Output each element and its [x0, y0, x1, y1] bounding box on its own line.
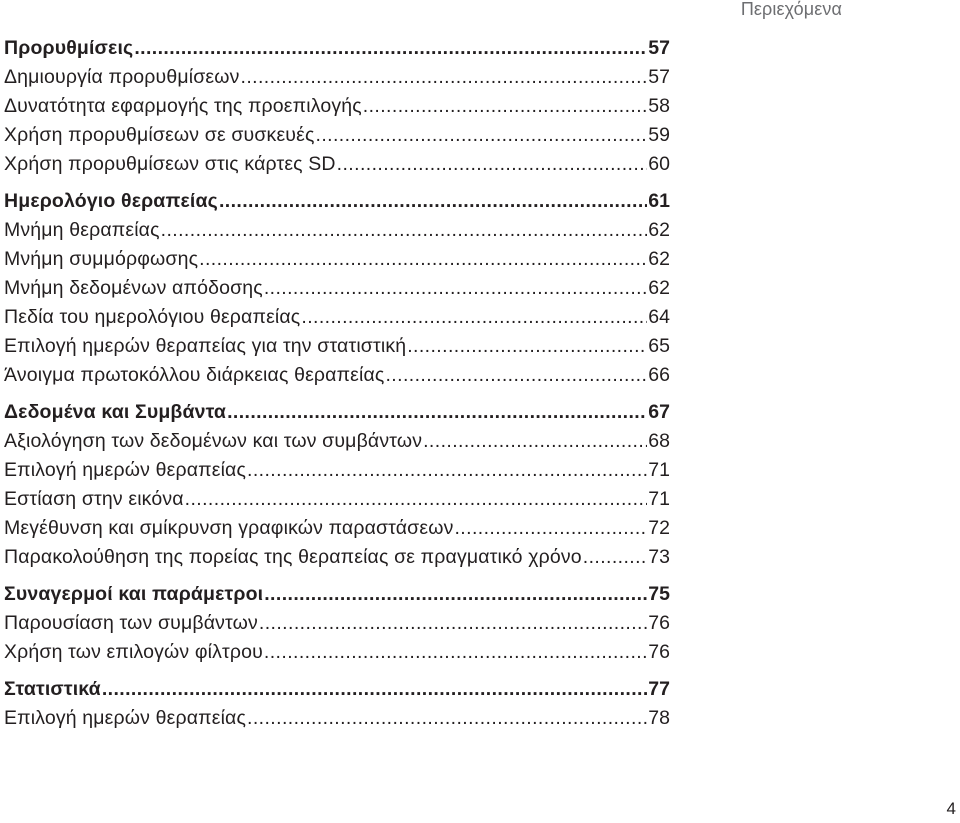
toc-section: [4, 398, 670, 572]
toc-entry[interactable]: [4, 361, 670, 390]
toc-entry-page: 57: [648, 37, 670, 59]
dot-leader: [241, 63, 648, 92]
toc-entry-page: 65: [648, 335, 670, 357]
dot-leader: [199, 245, 647, 274]
toc-entry[interactable]: [4, 427, 670, 456]
toc-entry-label: Παρουσίαση των συμβάντων: [4, 612, 258, 634]
toc-chapter-heading[interactable]: [4, 398, 670, 427]
toc-entry-label: Χρήση προρυθμίσεων στις κάρτες SD: [4, 153, 336, 175]
dot-leader: [385, 361, 647, 390]
toc-entry-label: Στατιστικά: [4, 678, 101, 700]
toc-entry[interactable]: [4, 514, 670, 543]
toc-entry[interactable]: [4, 704, 670, 733]
running-header: Περιεχόμενα: [740, 0, 842, 19]
toc-entry-page: 76: [648, 641, 670, 663]
toc-chapter-heading[interactable]: [4, 580, 670, 609]
toc-entry-page: 77: [648, 678, 670, 700]
toc-entry-page: 67: [648, 401, 670, 423]
toc-entry[interactable]: [4, 121, 670, 150]
dot-leader: [247, 456, 647, 485]
dot-leader: [227, 398, 647, 427]
dot-leader: [247, 704, 647, 733]
toc-entry-page: 62: [648, 277, 670, 299]
toc-entry[interactable]: [4, 150, 670, 179]
toc-entry-page: 60: [648, 153, 670, 175]
dot-leader: [316, 121, 648, 150]
toc-entry-page: 57: [648, 66, 670, 88]
toc-entry-label: Ημερολόγιο θεραπείας: [4, 190, 218, 212]
toc-entry[interactable]: [4, 485, 670, 514]
dot-leader: [301, 303, 647, 332]
dot-leader: [102, 675, 647, 704]
dot-leader: [407, 332, 647, 361]
toc-entry-page: 66: [648, 364, 670, 386]
toc-entry-page: 76: [648, 612, 670, 634]
toc-entry-label: Επιλογή ημερών θεραπείας: [4, 707, 247, 729]
toc-entry-page: 61: [648, 190, 670, 212]
toc-entry-page: 58: [648, 95, 670, 117]
dot-leader: [583, 543, 648, 572]
toc-entry[interactable]: [4, 216, 670, 245]
toc-entry-label: Μνήμη συμμόρφωσης: [4, 248, 199, 270]
toc-entry-label: Δημιουργία προρυθμίσεων: [4, 66, 240, 88]
table-of-contents: [4, 34, 670, 741]
dot-leader: [363, 92, 648, 121]
toc-section: [4, 34, 670, 179]
dot-leader: [264, 274, 647, 303]
toc-entry-page: 73: [648, 546, 670, 568]
toc-entry-label: Επιλογή ημερών θεραπείας για την στατιστική: [4, 335, 407, 357]
toc-entry[interactable]: [4, 638, 670, 667]
toc-entry-page: 71: [648, 488, 670, 510]
toc-entry-label: Παρακολούθηση της πορείας της θεραπείας σε πραγματικό χρόνο: [4, 546, 582, 568]
dot-leader: [454, 514, 647, 543]
toc-entry-page: 59: [648, 124, 670, 146]
toc-chapter-heading[interactable]: [4, 675, 670, 704]
toc-entry-label: Χρήση των επιλογών φίλτρου: [4, 641, 263, 663]
toc-entry-label: Πεδία του ημερολόγιου θεραπείας: [4, 306, 301, 328]
toc-entry-label: Χρήση προρυθμίσεων σε συσκευές: [4, 124, 315, 146]
dot-leader: [264, 580, 647, 609]
dot-leader: [264, 638, 647, 667]
toc-entry-label: Μνήμη δεδομένων απόδοσης: [4, 277, 263, 299]
toc-entry[interactable]: [4, 303, 670, 332]
toc-entry-label: Άνοιγμα πρωτοκόλλου διάρκειας θεραπείας: [4, 364, 385, 386]
toc-entry-page: 62: [648, 219, 670, 241]
toc-entry[interactable]: [4, 245, 670, 274]
dot-leader: [185, 485, 648, 514]
dot-leader: [337, 150, 648, 179]
toc-entry-label: Προρυθμίσεις: [4, 37, 134, 59]
toc-entry[interactable]: [4, 332, 670, 361]
toc-chapter-heading[interactable]: [4, 187, 670, 216]
dot-leader: [423, 427, 647, 456]
toc-entry-page: 78: [648, 707, 670, 729]
toc-section: [4, 580, 670, 667]
toc-entry[interactable]: [4, 456, 670, 485]
toc-chapter-heading[interactable]: [4, 34, 670, 63]
toc-entry[interactable]: [4, 92, 670, 121]
toc-entry-label: Μεγέθυνση και σμίκρυνση γραφικών παραστάσεων: [4, 517, 454, 539]
toc-entry-page: 64: [648, 306, 670, 328]
toc-entry-label: Δυνατότητα εφαρμογής της προεπιλογής: [4, 95, 362, 117]
toc-entry-page: 68: [648, 430, 670, 452]
toc-entry-label: Συναγερμοί και παράμετροι: [4, 583, 264, 605]
toc-entry-page: 71: [648, 459, 670, 481]
toc-entry[interactable]: [4, 543, 670, 572]
dot-leader: [134, 34, 647, 63]
toc-entry-label: Εστίαση στην εικόνα: [4, 488, 184, 510]
toc-entry-label: Αξιολόγηση των δεδομένων και των συμβάντων: [4, 430, 423, 452]
dot-leader: [259, 609, 647, 638]
toc-section: [4, 187, 670, 390]
toc-entry[interactable]: [4, 63, 670, 92]
toc-entry-label: Επιλογή ημερών θεραπείας: [4, 459, 247, 481]
toc-entry[interactable]: [4, 609, 670, 638]
toc-entry-page: 75: [648, 583, 670, 605]
toc-section: [4, 675, 670, 733]
toc-entry-label: Μνήμη θεραπείας: [4, 219, 160, 241]
toc-entry-page: 72: [648, 517, 670, 539]
dot-leader: [161, 216, 648, 245]
toc-entry-label: Δεδομένα και Συμβάντα: [4, 401, 227, 423]
dot-leader: [219, 187, 647, 216]
page-number: 4: [946, 799, 956, 818]
toc-entry[interactable]: [4, 274, 670, 303]
toc-entry-page: 62: [648, 248, 670, 270]
